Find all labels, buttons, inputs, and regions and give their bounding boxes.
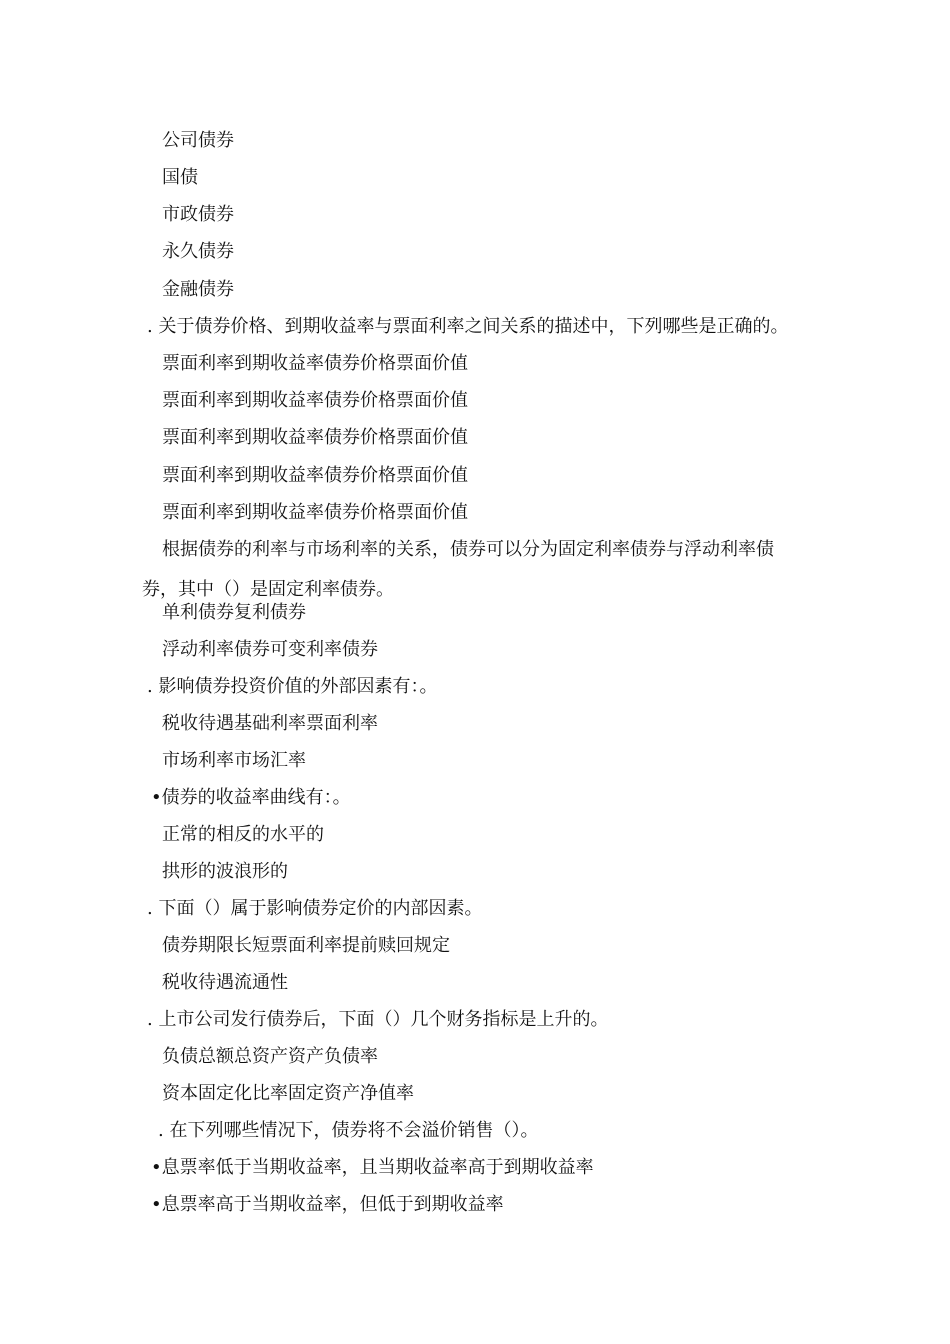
option-line: •息票率高于当期收益率，但低于到期收益率 [151, 1194, 504, 1215]
question-line: . 下面（）属于影响债券定价的内部因素。 [147, 898, 483, 919]
option-line: 票面利率到期收益率债券价格票面价值 [162, 390, 468, 411]
option-line: 永久债券 [162, 241, 234, 262]
option-line: 票面利率到期收益率债券价格票面价值 [162, 465, 468, 486]
question-line: . 影响债券投资价值的外部因素有：。 [147, 676, 438, 697]
question-line: . 在下列哪些情况下，债券将不会溢价销售（）。 [158, 1120, 539, 1141]
option-line: 单利债券复利债券 [162, 602, 306, 623]
question-line: •债券的收益率曲线有：。 [151, 787, 351, 808]
question-line: . 上市公司发行债券后，下面（）几个财务指标是上升的。 [147, 1009, 609, 1030]
option-line: 拱形的波浪形的 [162, 861, 288, 882]
question-line-continued: 券，其中（）是固定利率债券。 [142, 579, 394, 600]
option-line: 票面利率到期收益率债券价格票面价值 [162, 427, 468, 448]
option-line: 税收待遇基础利率票面利率 [162, 713, 378, 734]
option-line: •息票率低于当期收益率，且当期收益率高于到期收益率 [151, 1157, 594, 1178]
question-line: 根据债券的利率与市场利率的关系，债券可以分为固定利率债券与浮动利率债 [162, 539, 774, 560]
option-line: 市政债券 [162, 204, 234, 225]
option-line: 债券期限长短票面利率提前赎回规定 [162, 935, 450, 956]
question-line: . 关于债券价格、到期收益率与票面利率之间关系的描述中，下列哪些是正确的。 [147, 316, 789, 337]
option-line: 金融债券 [162, 279, 234, 300]
option-line: 正常的相反的水平的 [162, 824, 324, 845]
option-line: 国债 [162, 167, 198, 188]
option-line: 负债总额总资产资产负债率 [162, 1046, 378, 1067]
option-line: 浮动利率债券可变利率债券 [162, 639, 378, 660]
option-line: 市场利率市场汇率 [162, 750, 306, 771]
option-line: 票面利率到期收益率债券价格票面价值 [162, 502, 468, 523]
option-line: 票面利率到期收益率债券价格票面价值 [162, 353, 468, 374]
option-line: 税收待遇流通性 [162, 972, 288, 993]
option-line: 公司债券 [162, 130, 234, 151]
option-line: 资本固定化比率固定资产净值率 [162, 1083, 414, 1104]
